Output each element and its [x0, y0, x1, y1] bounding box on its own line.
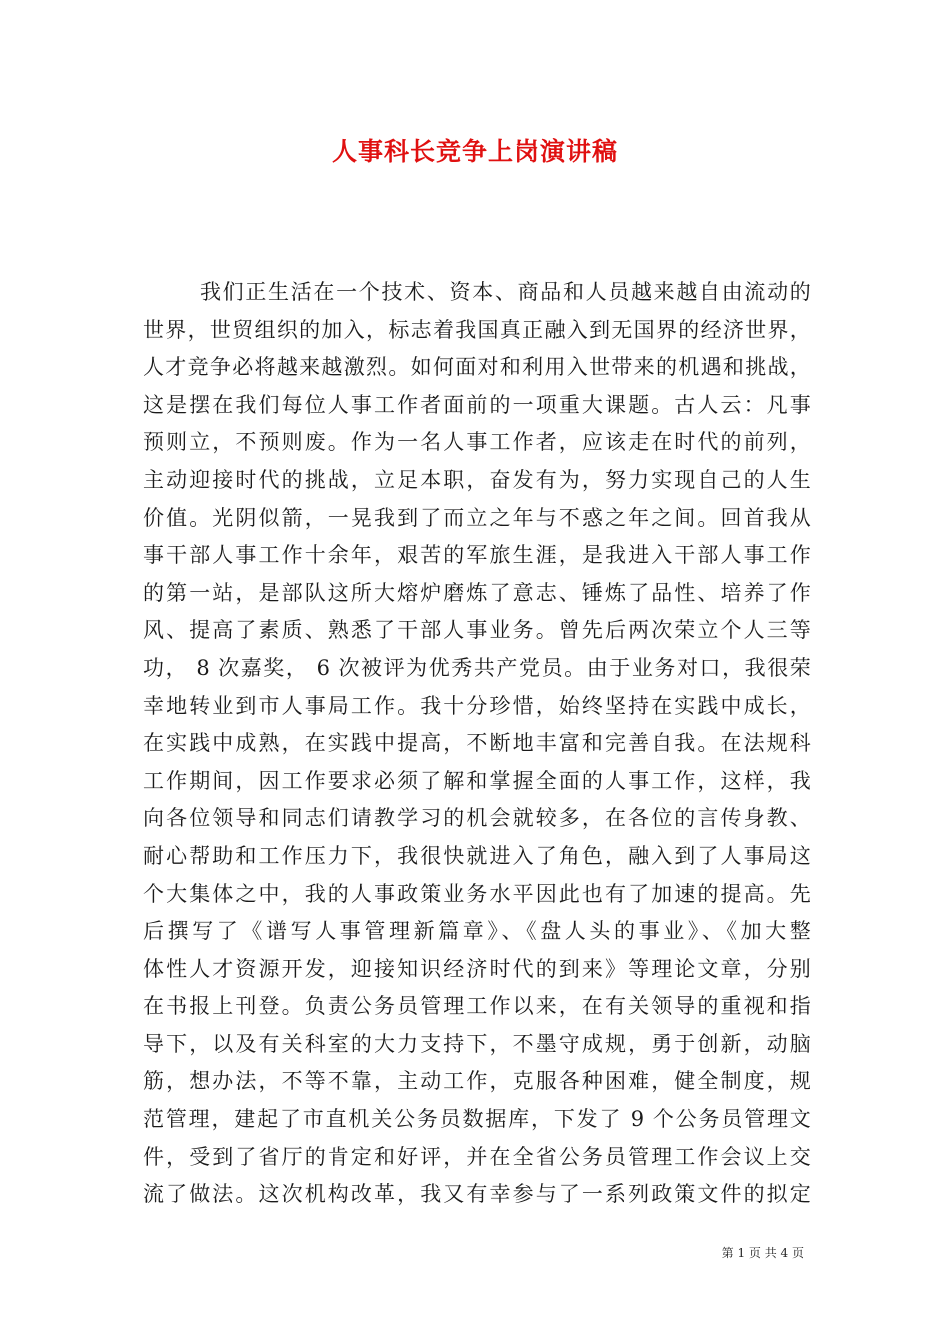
paragraph-line: 主动迎接时代的挑战，立足本职，奋发有为，努力实现自己的人生 — [143, 467, 811, 492]
paragraph-line: 流了做法。这次机构改革，我又有幸参与了一系列政策文件的拟定 — [143, 1182, 811, 1207]
paragraph-line: 在实践中成熟，在实践中提高，不断地丰富和完善自我。在法规科 — [143, 731, 811, 756]
paragraph-line: 件，受到了省厅的肯定和好评，并在全省公务员管理工作会议上交 — [143, 1144, 811, 1169]
paragraph-line: 向各位领导和同志们请教学习的机会就较多，在各位的言传身教、 — [143, 806, 811, 831]
paragraph-line: 导下，以及有关科室的大力支持下，不墨守成规，勇于创新，动脑 — [143, 1031, 811, 1056]
paragraph-line: 价值。光阴似箭，一晃我到了而立之年与不惑之年之间。回首我从 — [143, 505, 811, 530]
paragraph-line: 体性人才资源开发，迎接知识经济时代的到来》等理论文章，分别 — [143, 956, 811, 981]
paragraph-line: 预则立，不预则废。作为一名人事工作者，应该走在时代的前列， — [143, 430, 811, 455]
paragraph-line: 个大集体之中，我的人事政策业务水平因此也有了加速的提高。先 — [143, 881, 811, 906]
paragraph-line: 后撰写了《谱写人事管理新篇章》、《盘人头的事业》、《加大整 — [143, 919, 811, 944]
paragraph-line: 这是摆在我们每位人事工作者面前的一项重大课题。古人云：凡事 — [143, 392, 811, 417]
paragraph-line: 幸地转业到市人事局工作。我十分珍惜，始终坚持在实践中成长， — [143, 693, 811, 718]
paragraph-line: 人才竞争必将越来越激烈。如何面对和利用入世带来的机遇和挑战， — [143, 355, 811, 380]
paragraph-line: 世界，世贸组织的加入，标志着我国真正融入到无国界的经济世界， — [143, 317, 811, 342]
paragraph-line: 耐心帮助和工作压力下，我很快就进入了角色，融入到了人事局这 — [143, 843, 811, 868]
paragraph-line: 事干部人事工作十余年，艰苦的军旅生涯，是我进入干部人事工作 — [143, 543, 811, 568]
paragraph-line: 在书报上刊登。负责公务员管理工作以来，在有关领导的重视和指 — [143, 994, 811, 1019]
page-number: 第 1 页 共 4 页 — [721, 1246, 804, 1260]
paragraph-line: 筋，想办法，不等不靠，主动工作，克服各种困难，健全制度，规 — [143, 1069, 811, 1094]
paragraph-line: 范管理，建起了市直机关公务员数据库，下发了 9 个公务员管理文 — [143, 1107, 811, 1132]
paragraph-line: 风、提高了素质、熟悉了干部人事业务。曾先后两次荣立个人三等 — [143, 618, 811, 643]
document-title: 人事科长竞争上岗演讲稿 — [331, 137, 618, 166]
paragraph-line: 工作期间，因工作要求必须了解和掌握全面的人事工作，这样，我 — [143, 768, 811, 793]
document-body — [143, 274, 811, 1214]
paragraph-line: 我们正生活在一个技术、资本、商品和人员越来越自由流动的 — [200, 280, 811, 304]
paragraph-line: 的第一站，是部队这所大熔炉磨炼了意志、锤炼了品性、培养了作 — [143, 580, 811, 605]
paragraph-line: 功， 8 次嘉奖， 6 次被评为优秀共产党员。由于业务对口，我很荣 — [143, 655, 811, 680]
